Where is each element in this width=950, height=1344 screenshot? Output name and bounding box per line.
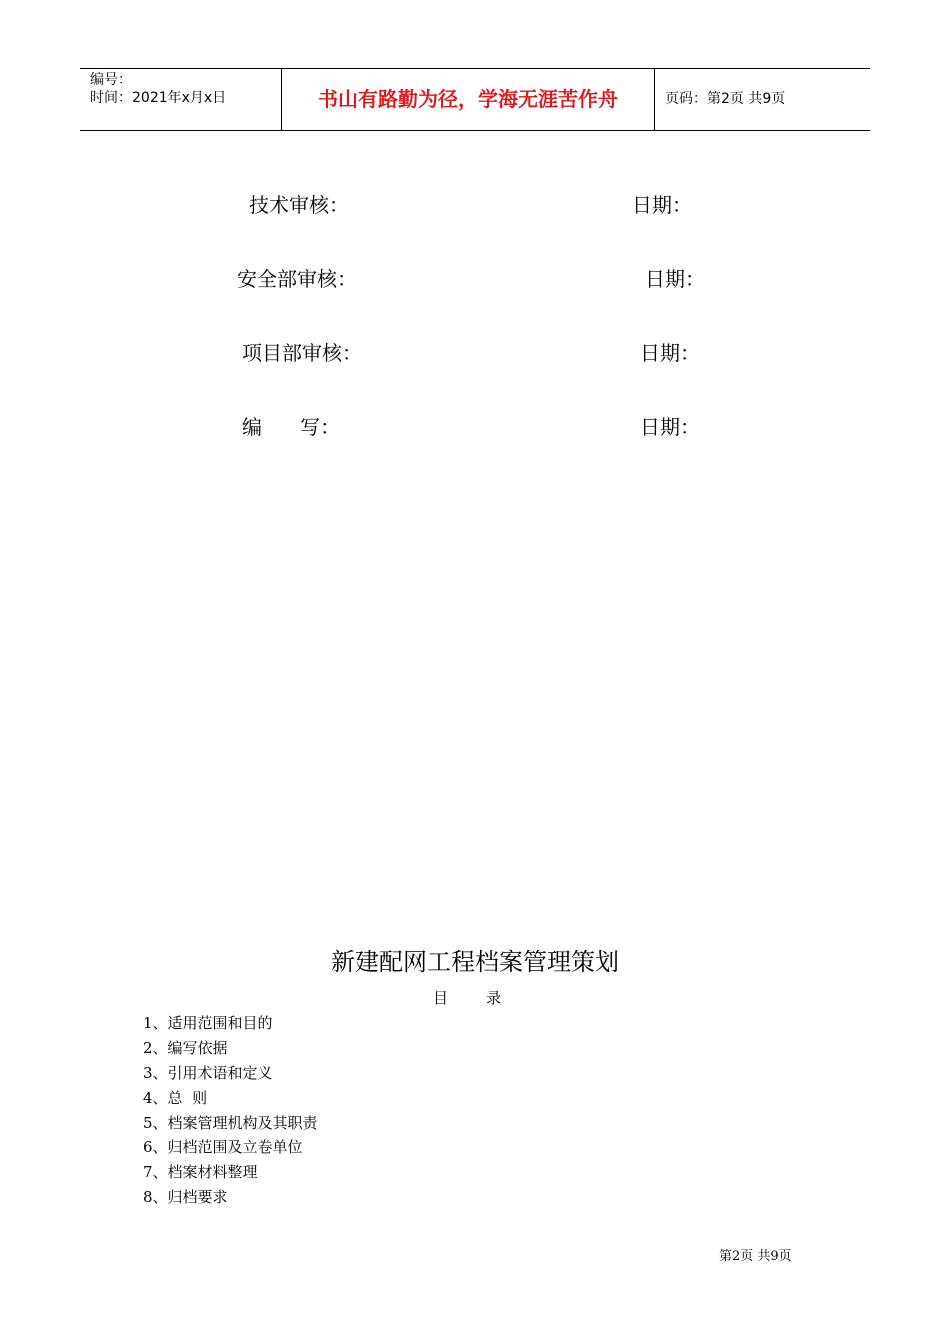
toc-item: 8、归档要求 [143,1188,228,1207]
safety-review-label: 安全部审核： [237,267,357,291]
toc-item: 7、档案材料整理 [143,1163,258,1182]
toc-item: 3、引用术语和定义 [143,1063,273,1082]
document-date: 时间：2021年x月x日 [90,90,227,106]
toc-heading: 目 录 [433,989,502,1007]
header-page-cell [655,69,870,130]
header-page-number: 页码：第2页 共9页 [665,91,786,107]
author-label: 编 写： [242,415,341,439]
safety-review-date-label: 日期： [645,267,705,291]
toc-item: 2、编写依据 [143,1038,228,1057]
table-of-contents [143,1012,318,1211]
header-motto-cell [282,69,655,130]
toc-item: 1、适用范围和目的 [143,1014,273,1032]
motto-text: 书山有路勤为径，学海无涯苦作舟 [318,87,618,111]
technical-review-label: 技术审核： [249,193,349,217]
technical-review-date-label: 日期： [632,193,692,217]
author-date-label: 日期： [640,415,700,439]
toc-item: 5、档案管理机构及其职责 [143,1113,318,1132]
toc-item: 4、总 则 [143,1088,208,1107]
header-info-cell [80,69,282,130]
page-header [80,68,870,131]
project-review-date-label: 日期： [640,341,700,365]
toc-item: 6、归档范围及立卷单位 [143,1138,303,1157]
document-title: 新建配网工程档案管理策划 [331,948,619,976]
document-number-label: 编号： [90,72,132,88]
footer-page-number: 第2页 共9页 [719,1249,792,1264]
project-review-label: 项目部审核： [242,341,362,365]
